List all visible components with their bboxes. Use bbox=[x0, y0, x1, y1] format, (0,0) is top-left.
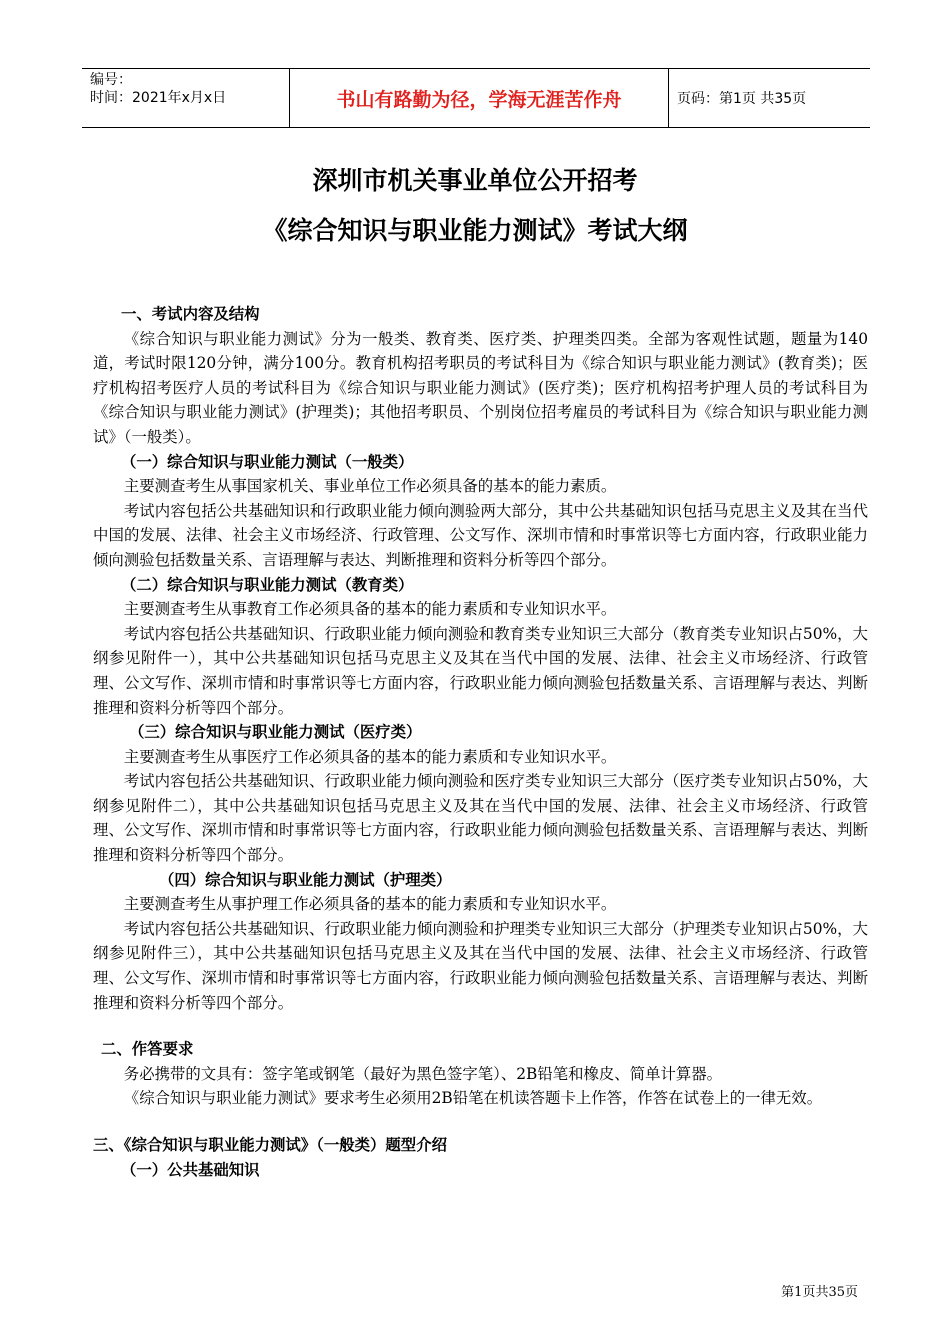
document-body bbox=[93, 302, 868, 1182]
paragraph: 考试内容包括公共基础知识、行政职业能力倾向测验和护理类专业知识三大部分（护理类专业知识占50%，大纲参见附件三），其中公共基础知识包括马克思主义及其在当代中国的发展、法律、社会主义市场经济、行政管理、公文写作、深圳市情和时事常识等七方面内容，行政职业能力倾向测验包括数量关系、言语理解与表达、判断推理和资料分析等四个部分。 bbox=[93, 919, 868, 1012]
doc-title-line2: 《综合知识与职业能力测试》考试大纲 bbox=[262, 216, 688, 245]
subsection-heading-medical: （三）综合知识与职业能力测试（医疗类） bbox=[129, 723, 422, 742]
paragraph: 考试内容包括公共基础知识、行政职业能力倾向测验和教育类专业知识三大部分（教育类专业知识占50%，大纲参见附件一），其中公共基础知识包括马克思主义及其在当代中国的发展、法律、社会主义市场经济、行政管理、公文写作、深圳市情和时事常识等七方面内容，行政职业能力倾向测验包括数量关系、言语理解与表达、判断推理和资料分析等四个部分。 bbox=[93, 624, 868, 717]
paragraph: 《综合知识与职业能力测试》要求考生必须用2B铅笔在机读答题卡上作答，作答在试卷上的一律无效。 bbox=[123, 1089, 823, 1108]
header-motto: 书山有路勤为径，学海无涯苦作舟 bbox=[290, 69, 669, 127]
section-heading-1: 一、考试内容及结构 bbox=[121, 305, 260, 323]
subsection-heading-education: （二）综合知识与职业能力测试（教育类） bbox=[121, 575, 414, 594]
paragraph: 考试内容包括公共基础知识和行政职业能力倾向测验两大部分，其中公共基础知识包括马克思主义及其在当代中国的发展、法律、社会主义市场经济、行政管理、公文写作、深圳市情和时事常识等七方面内容，行政职业能力倾向测验包括数量关系、言语理解与表达、判断推理和资料分析等四个部分。 bbox=[93, 501, 868, 569]
paragraph: 务必携带的文具有：签字笔或钢笔（最好为黑色签字笔）、2B铅笔和橡皮、简单计算器。 bbox=[123, 1064, 723, 1083]
subsection-heading-nursing: （四）综合知识与职业能力测试（护理类） bbox=[159, 870, 452, 889]
subsection-heading-general: （一）综合知识与职业能力测试（一般类） bbox=[121, 452, 414, 471]
subsection-heading-public-knowledge: （一）公共基础知识 bbox=[121, 1160, 260, 1179]
page-footer-number: 第1页共35页 bbox=[781, 1285, 858, 1300]
header-meta bbox=[82, 69, 290, 127]
paragraph: 主要测查考生从事教育工作必须具备的基本的能力素质和专业知识水平。 bbox=[123, 600, 617, 619]
page-header bbox=[82, 68, 870, 128]
paragraph: 主要测查考生从事护理工作必须具备的基本的能力素质和专业知识水平。 bbox=[123, 895, 617, 914]
header-date: 时间：2021年x月x日 bbox=[90, 90, 227, 106]
paragraph: 主要测查考生从事国家机关、事业单位工作必须具备的基本的能力素质。 bbox=[123, 477, 617, 496]
section-heading-2: 二、作答要求 bbox=[101, 1040, 194, 1059]
paragraph: 主要测查考生从事医疗工作必须具备的基本的能力素质和专业知识水平。 bbox=[123, 747, 617, 766]
header-number-label: 编号： bbox=[90, 72, 132, 88]
header-page-code: 页码：第1页 共35页 bbox=[677, 91, 807, 107]
doc-title-line1: 深圳市机关事业单位公开招考 bbox=[312, 166, 638, 195]
section-1-intro: 《综合知识与职业能力测试》分为一般类、教育类、医疗类、护理类四类。全部为客观性试题，题量为140道，考试时限120分钟，满分100分。教育机构招考职员的考试科目为《综合知识与职业能力测试》(教育类)；医疗机构招考医疗人员的考试科目为《综合知识与职业能力测试》(医疗类)；医疗机构招考护理人员的考试科目为《综合知识与职业能力测试》(护理类)；其他招考职员、个别岗位招考雇员的考试科目为《综合知识与职业能力测试》（一般类）。 bbox=[93, 329, 868, 446]
paragraph: 考试内容包括公共基础知识、行政职业能力倾向测验和医疗类专业知识三大部分（医疗类专业知识占50%，大纲参见附件二），其中公共基础知识包括马克思主义及其在当代中国的发展、法律、社会主义市场经济、行政管理、公文写作、深圳市情和时事常识等七方面内容，行政职业能力倾向测验包括数量关系、言语理解与表达、判断推理和资料分析等四个部分。 bbox=[93, 772, 868, 865]
section-heading-3: 三、《综合知识与职业能力测试》（一般类）题型介绍 bbox=[93, 1136, 447, 1154]
